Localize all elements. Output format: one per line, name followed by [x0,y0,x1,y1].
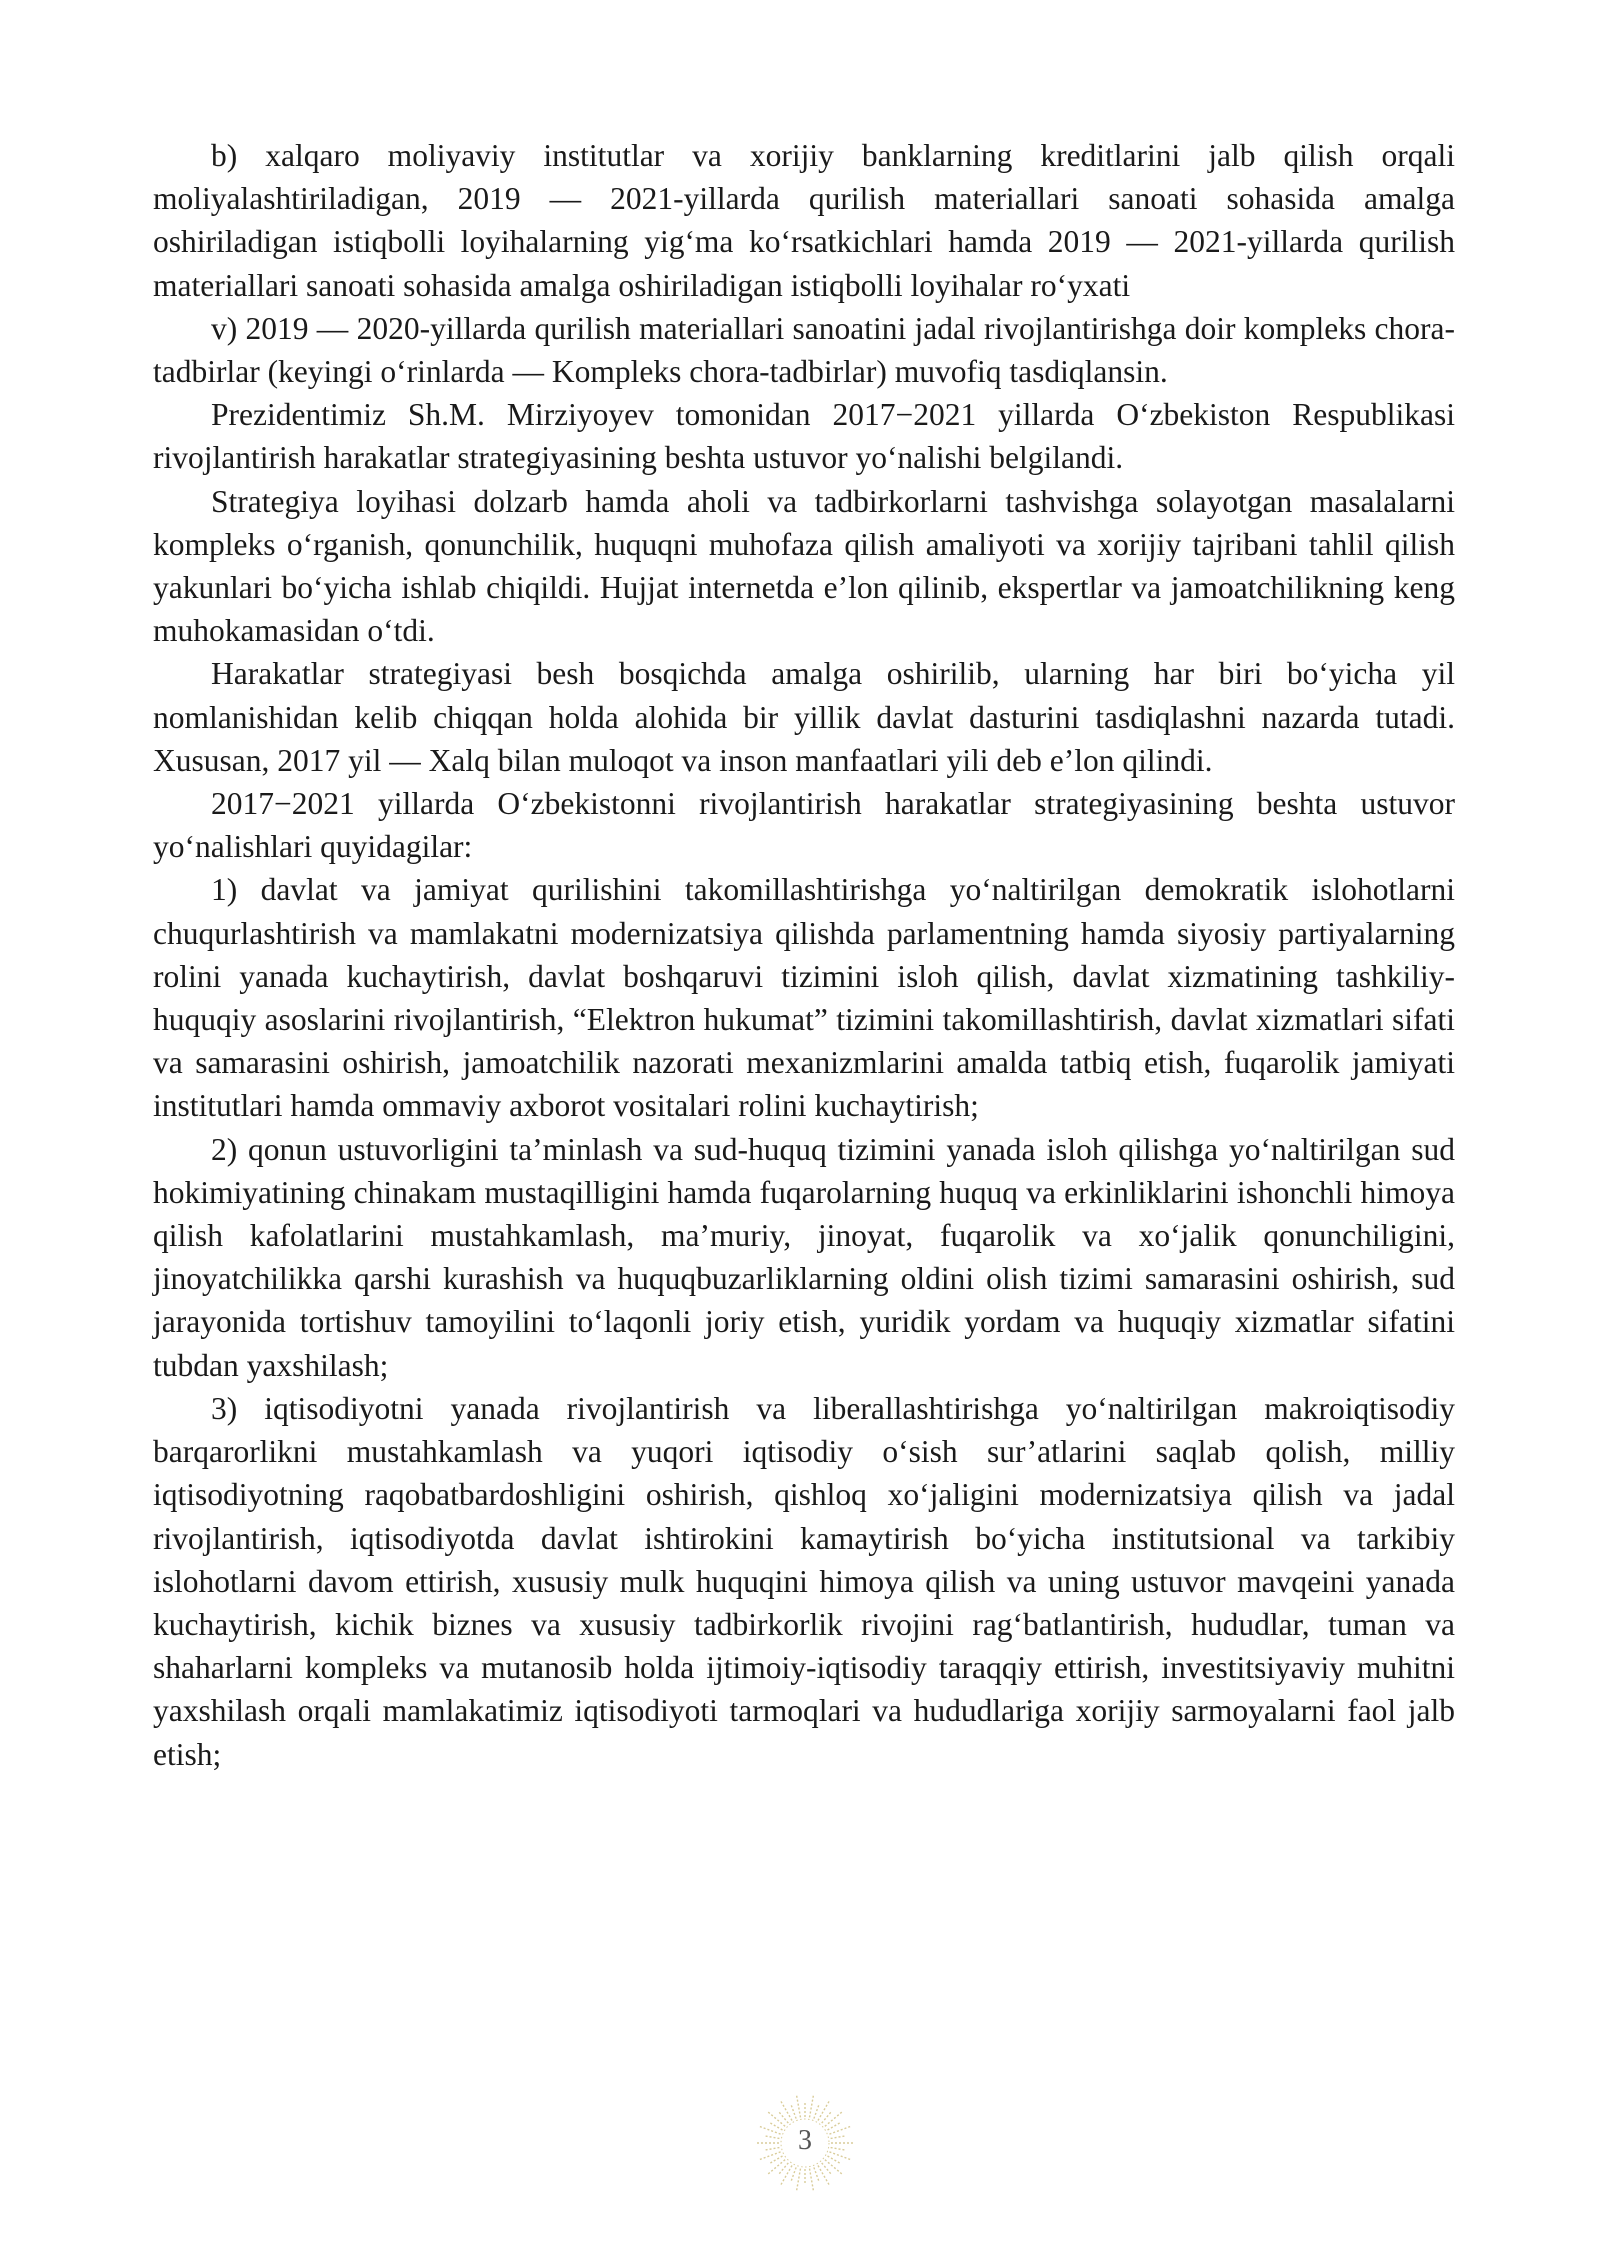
ornament-ray [767,2160,785,2175]
list-item-priority-2: 2) qonun ustuvorligini ta’minlash va sud-huquq tizimini yanada isloh qilishga yo‘naltirilgan sud hokimiyatining chinakam mustaqilligini hamda fuqarolarning huquq va erkinliklarini ishonchli himoya qilish kafolatlarini mustahkamlash, ma’muriy, jinoyat, fuqarolik va xo‘jalik qonunchiligini, jinoyatchilikka qarshi kurashish va huquqbuzarliklarning oldini olish tizimi samarasini oshirish, sud jarayonida tortishuv tamoyilini to‘laqonli joriy etish, yuridik yordam va huquqiy xizmatlar sifatini tubdan yaxshilash; [153,1131,1455,1383]
ornament-ray [791,2104,796,2119]
ornament-ray [825,2111,843,2126]
list-item-priority-1: 1) davlat va jamiyat qurilishini takomillashtirishga yo‘naltirilgan demokratik islohotlarni chuqurlashtirish va mamlakatni modernizatsiya qilishda parlamentning hamda siyosiy partiyalarning rolini yanada kuchaytirish, davlat boshqaruvi tizimini isloh qilish, davlat xizmatining tashkiliy-huquqiy asoslarini rivojlantirish, “Elektron hukumat” tizimini takomillashtirish, davlat xizmatlari sifati va samarasini oshirish, jamoatchilik nazorati mexanizmlarini amalda tatbiq etish, fuqarolik jamiyati institutlari hamda ommaviy axborot vositalari rolini kuchaytirish; [153,872,1455,1124]
ornament-ray [796,2169,800,2193]
page-footer [740,2085,870,2205]
ornament-ray [818,2166,830,2187]
ornament-ray [796,2094,800,2118]
ornament-ray [818,2100,830,2121]
paragraph-priorities-heading: 2017−2021 yillarda O‘zbekistonni rivojlantirish harakatlar strategiyasining beshta ustuvor yo‘nalishlari quyidagilar: [153,786,1455,865]
paragraph-b: b) xalqaro moliyaviy institutlar va xorijiy banklarning kreditlarini jalb qilish orqali moliyalashtiriladigan, 2019 — 2021-yillarda qurilish materiallari sanoati sohasida amalga oshiriladigan istiqbolli loyihalarning yig‘ma ko‘rsatkichlari hamda 2019 — 2021-yillarda qurilish materiallari sanoati sohasida amalga oshiriladigan istiqbolli loyihalar ro‘yxati [153,138,1455,303]
ornament-ray [791,2167,796,2182]
ornament-ray [780,2100,792,2121]
ornament-ray [814,2167,819,2182]
ornament-ray [810,2169,814,2193]
page-number: 3 [798,2125,812,2156]
list-item-priority-3: 3) iqtisodiyotni yanada rivojlantirish va liberallashtirishga yo‘naltirilgan makroiqtisodiy barqarorlikni mustahkamlash va yuqori iqtisodiy o‘sish sur’atlarini saqlab qolish, milliy iqtisodiyotning raqobatbardoshligini oshirish, qishloq xo‘jaligini modernizatsiya qilish va jadal rivojlantirish, iqtisodiyotda davlat ishtirokini kamaytirish bo‘yicha institutsional va tarkibiy islohotlarni davom ettirish, xususiy mulk huquqini himoya qilish va uning ustuvor mavqeini yanada kuchaytirish, kichik biznes va xususiy tadbirkorlik rivojini rag‘batlantirish, hududlar, tuman va shaharlarni kompleks va mutanosib holda ijtimoiy-iqtisodiy taraqqiy ettirish, investitsiyaviy muhitni yaxshilash orqali mamlakatimiz iqtisodiyoti tarmoqlari va hududlariga xorijiy sarmoyalarni faol jalb etish; [153,1390,1455,1772]
ornament-ray [825,2160,843,2175]
ornament-ray [780,2166,792,2187]
paragraph-strategy-project: Strategiya loyihasi dolzarb hamda aholi va tadbirkorlarni tashvishga solayotgan masalalarni kompleks o‘rganish, qonunchilik, huquqni muhofaza qilish amaliyoti va xorijiy tajribani tahlil qilish yakunlari bo‘yicha ishlab chiqildi. Hujjat internetda e’lon qilinib, ekspertlar va jamoatchilikning keng muhokamasidan o‘tdi. [153,483,1455,649]
ornament-ray [767,2111,785,2126]
ornament-ray [810,2094,814,2118]
document-body [153,134,1455,1776]
paragraph-v: v) 2019 — 2020-yillarda qurilish materiallari sanoatini jadal rivojlantirishga doir kompleks chora-tadbirlar (keyingi o‘rinlarda — Kompleks chora-tadbirlar) muvofiq tasdiqlansin. [153,310,1455,390]
paragraph-strategy-stages: Harakatlar strategiyasi besh bosqichda amalga oshirilib, ularning har biri bo‘yicha yil nomlanishidan kelib chiqqan holda alohida bir yillik davlat dasturini tasdiqlashni nazarda tutadi. Xususan, 2017 yil — Xalq bilan muloqot va inson manfaatlari yili deb e’lon qilindi. [153,656,1455,778]
ornament-ray [814,2104,819,2119]
paragraph-strategy-intro: Prezidentimiz Sh.M. Mirziyoyev tomonidan 2017−2021 yillarda O‘zbekiston Respublikasi rivojlantirish harakatlar strategiyasining beshta ustuvor yo‘nalishi belgilandi. [153,397,1455,476]
